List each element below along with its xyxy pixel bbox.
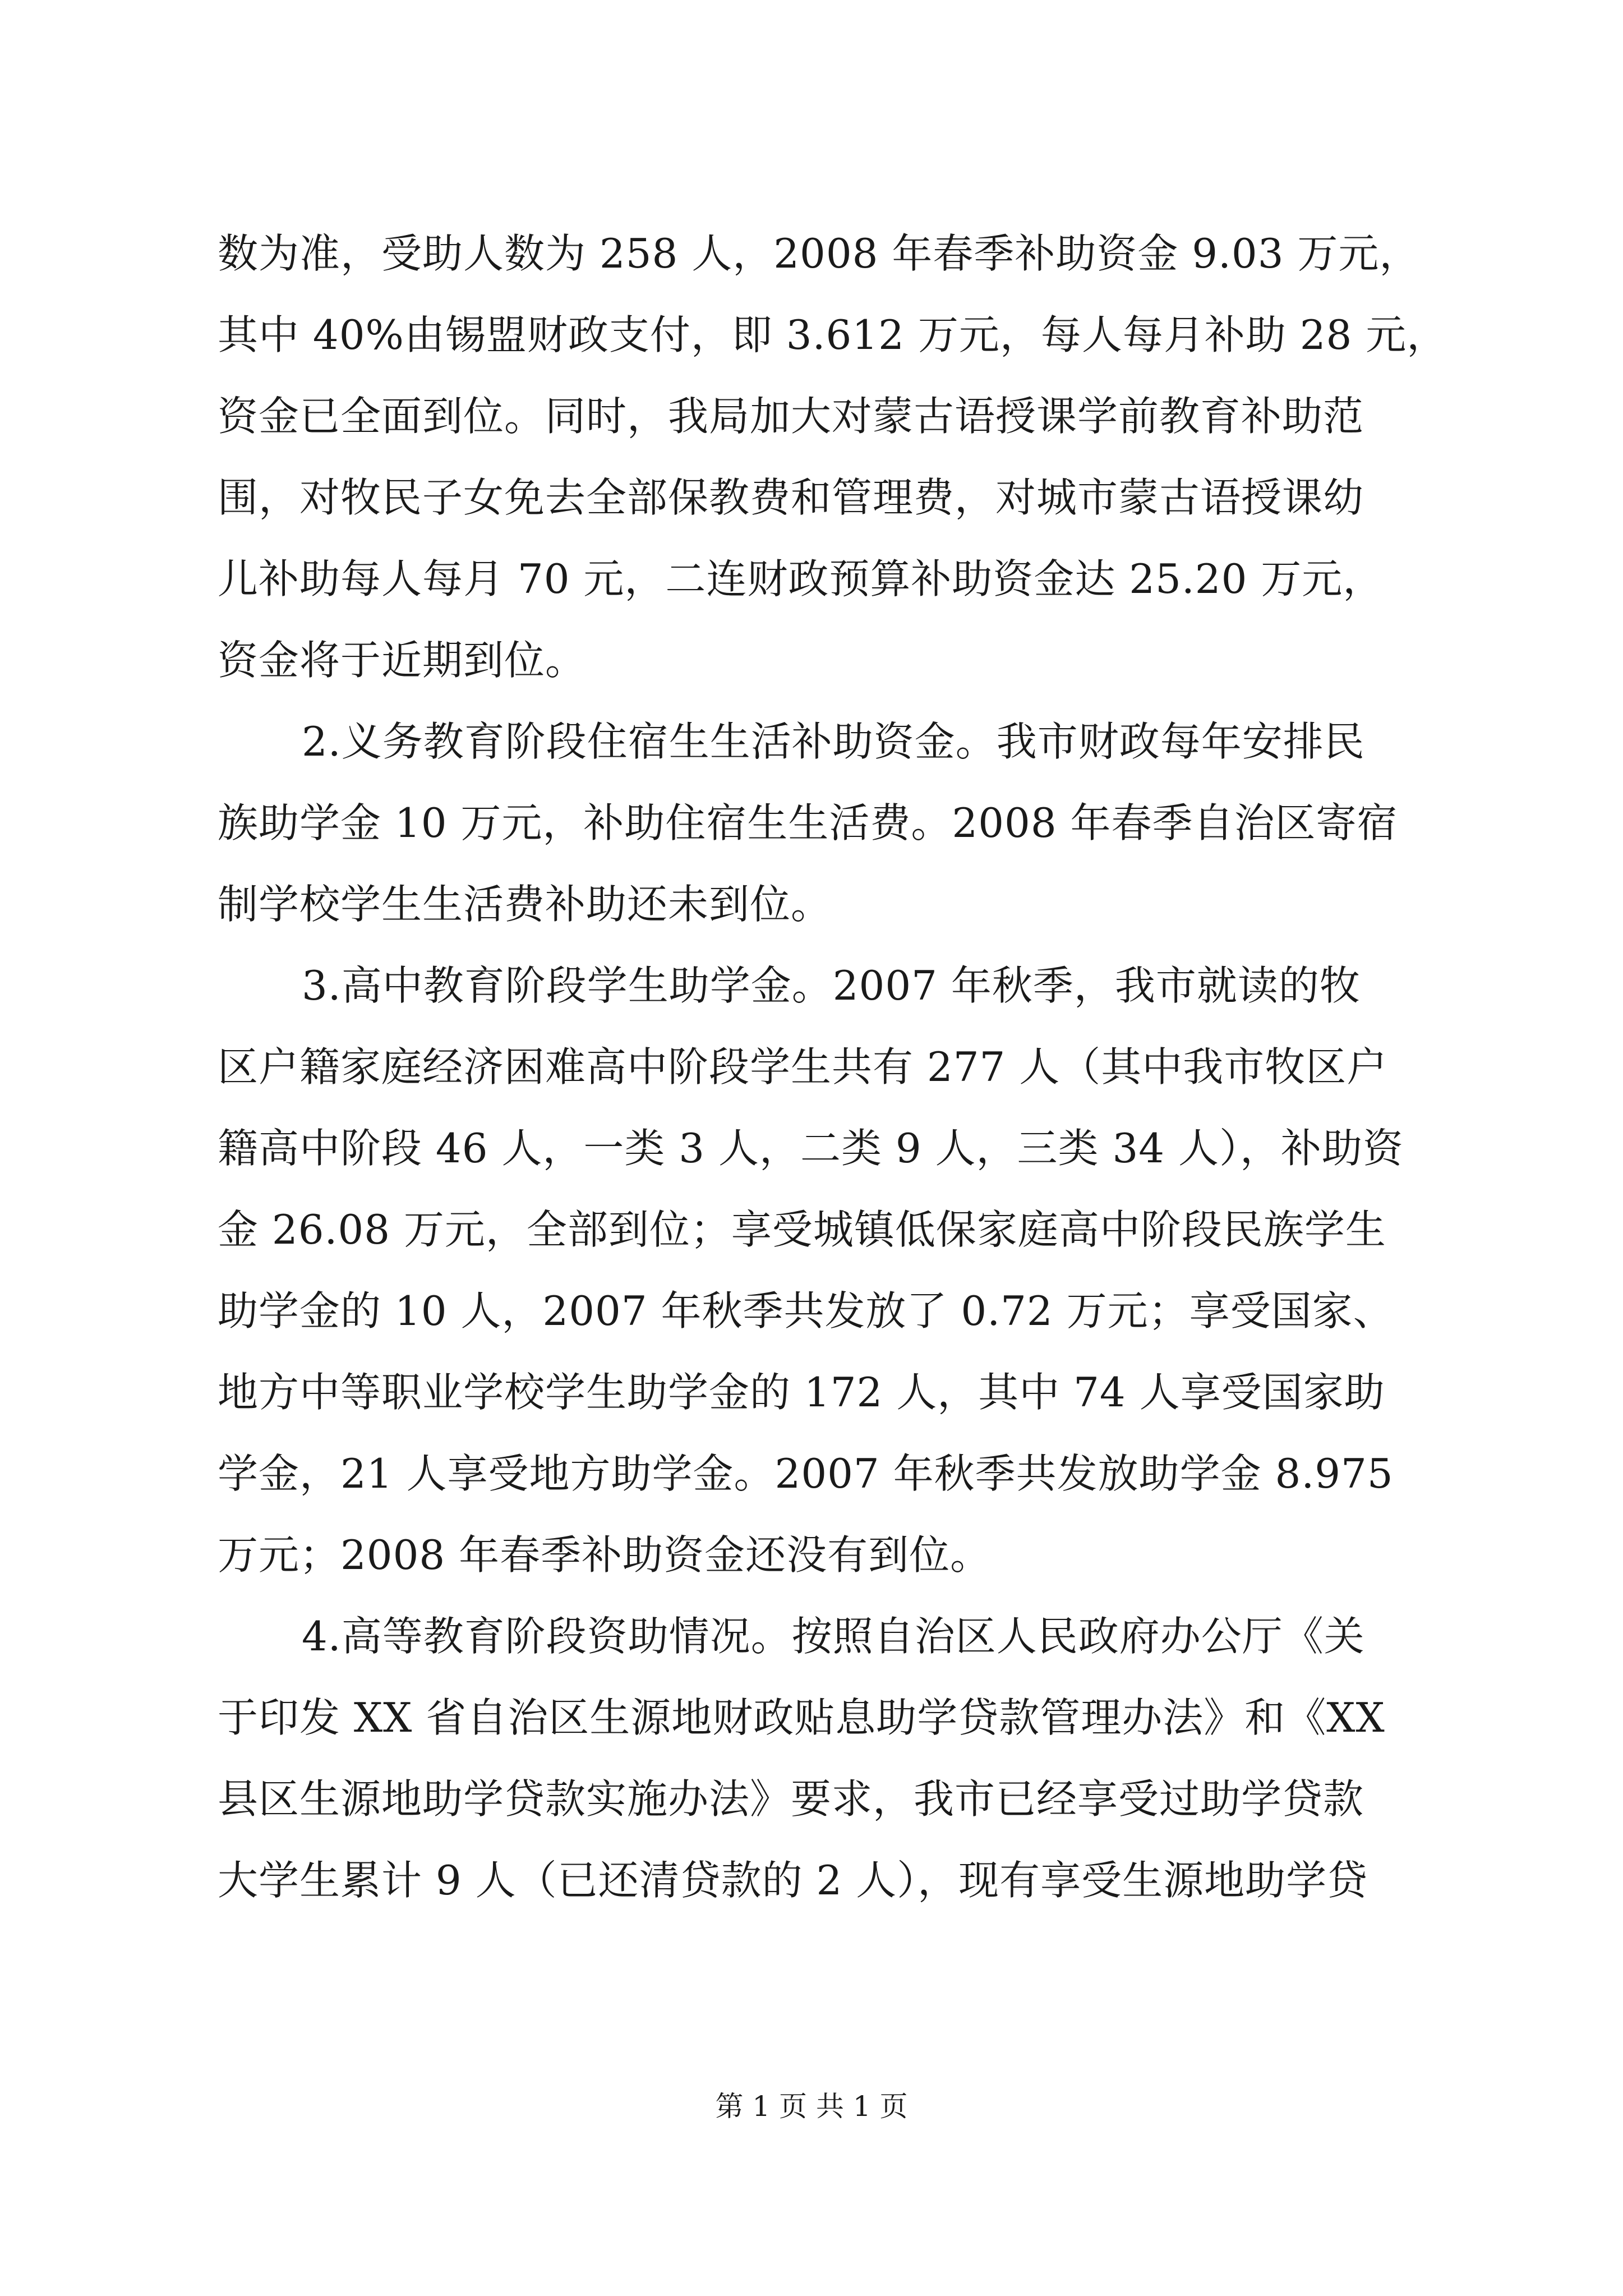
text-line: 县区生源地助学贷款实施办法》要求，我市已经享受过助学贷款 (218, 1775, 1364, 1823)
text-line: 数为准，受助人数为 258 人，2008 年春季补助资金 9.03 万元， (218, 230, 1421, 277)
text-line: 籍高中阶段 46 人，一类 3 人，二类 9 人，三类 34 人），补助资 (218, 1125, 1404, 1172)
text-line: 学金，21 人享受地方助学金。2007 年秋季共发放助学金 8.975 (218, 1450, 1394, 1497)
text-line: 儿补助每人每月 70 元，二连财政预算补助资金达 25.20 万元， (218, 555, 1384, 602)
body-text (218, 213, 1448, 1921)
text-line: 万元；2008 年春季补助资金还没有到位。 (218, 1531, 992, 1579)
text-line: 助学金的 10 人，2007 年秋季共发放了 0.72 万元；享受国家、 (218, 1287, 1394, 1335)
text-line: 制学校学生生活费补助还未到位。 (218, 881, 832, 928)
text-line: 资金将于近期到位。 (218, 637, 587, 684)
text-line: 区户籍家庭经济困难高中阶段学生共有 277 人（其中我市牧区户 (218, 1043, 1388, 1091)
paragraph-2-first-line: 2.义务教育阶段住宿生生活补助资金。我市财政每年安排民 (302, 718, 1365, 765)
paragraph-4-first-line: 4.高等教育阶段资助情况。按照自治区人民政府办公厅《关 (302, 1613, 1365, 1660)
text-line: 族助学金 10 万元，补助住宿生生活费。2008 年春季自治区寄宿 (218, 799, 1398, 846)
text-line: 于印发 XX 省自治区生源地财政贴息助学贷款管理办法》和《XX (218, 1694, 1385, 1741)
text-line: 围，对牧民子女免去全部保教费和管理费，对城市蒙古语授课幼 (218, 474, 1364, 521)
page-footer: 第 1 页 共 1 页 (715, 2090, 908, 2123)
text-line: 金 26.08 万元，全部到位；享受城镇低保家庭高中阶段民族学生 (218, 1206, 1386, 1253)
text-line: 资金已全面到位。同时，我局加大对蒙古语授课学前教育补助范 (218, 393, 1364, 440)
text-line: 地方中等职业学校学生助学金的 172 人，其中 74 人享受国家助 (218, 1369, 1385, 1416)
text-line: 其中 40%由锡盟财政支付，即 3.612 万元，每人每月补助 28 元， (218, 311, 1448, 358)
text-line: 大学生累计 9 人（已还清贷款的 2 人），现有享受生源地助学贷 (218, 1857, 1368, 1904)
paragraph-3-first-line: 3.高中教育阶段学生助学金。2007 年秋季，我市就读的牧 (302, 962, 1361, 1009)
